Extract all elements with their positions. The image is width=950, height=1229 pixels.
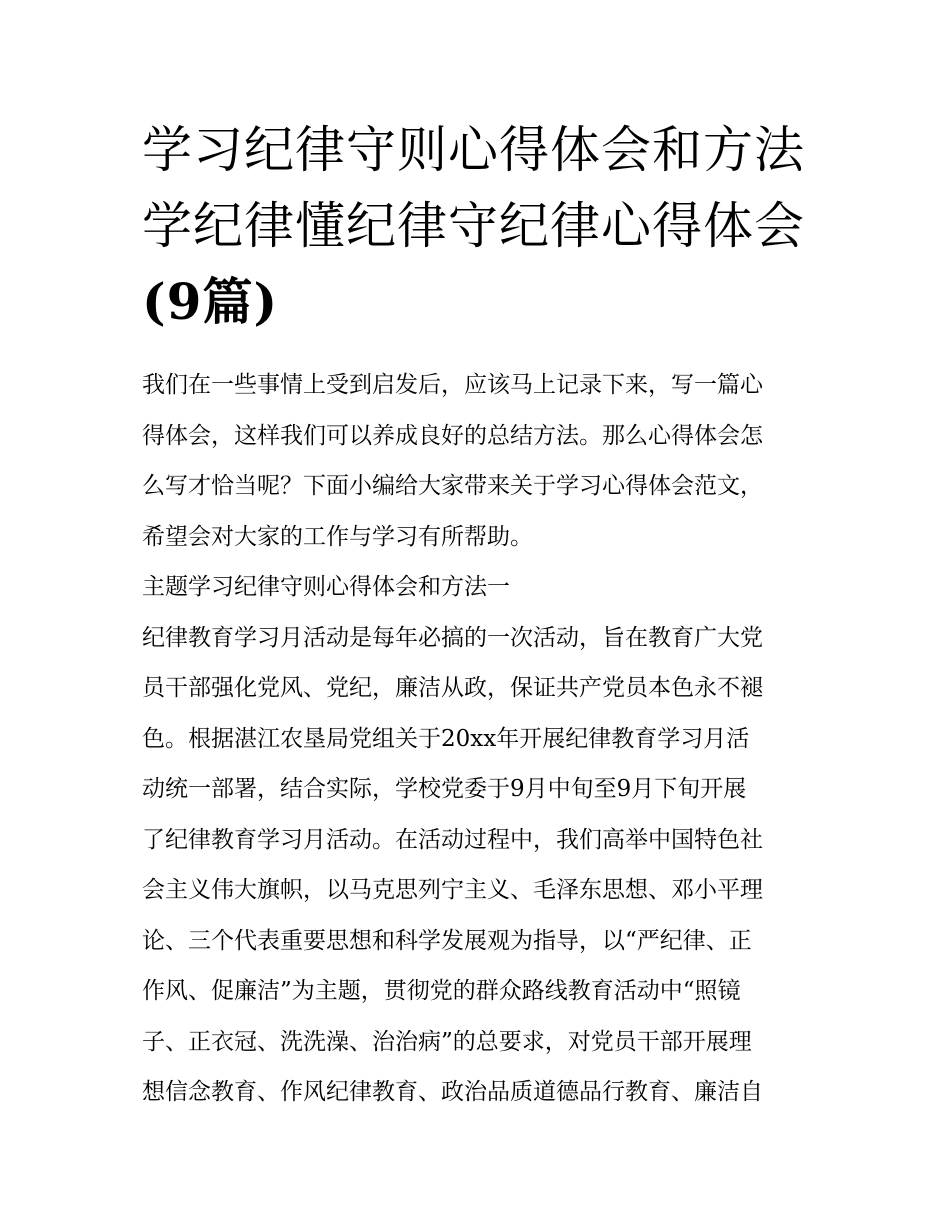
body-line: 员干部强化党风、党纪，廉洁从政，保证共产党员本色永不褪 <box>142 675 763 701</box>
body-line: 色。根据湛江农垦局党组关于20xx年开展纪律教育学习月活 <box>142 725 750 752</box>
body-line: 作风、促廉洁”为主题，贯彻党的群众路线教育活动中“照镜 <box>142 978 741 1004</box>
title-line-3: (9篇) <box>142 272 279 331</box>
body-line: 论、三个代表重要思想和科学发展观为指导，以“严纪律、正 <box>142 927 752 954</box>
section-heading <box>142 562 814 613</box>
intro-paragraph <box>142 360 814 562</box>
body-line: 子、正衣冠、洗洗澡、治治病”的总要求，对党员干部开展理 <box>142 1028 752 1055</box>
body-line: 纪律教育学习月活动是每年必搞的一次活动，旨在教育广大党 <box>142 624 763 651</box>
body-line: 了纪律教育学习月活动。在活动过程中，我们高举中国特色社 <box>142 826 763 853</box>
title-line-2: 学纪律懂纪律守纪律心得体会 <box>142 197 805 255</box>
body-line: 动统一部署，结合实际，学校党委于9月中旬至9月下旬开展 <box>142 776 747 802</box>
document-title <box>142 112 814 340</box>
body-paragraph <box>142 613 814 1118</box>
document-page <box>142 112 814 1118</box>
body-line: 想信念教育、作风纪律教育、政治品质道德品行教育、廉洁自 <box>142 1079 763 1105</box>
intro-line: 我们在一些事情上受到启发后，应该马上记录下来，写一篇心 <box>142 372 763 398</box>
intro-line: 么写才恰当呢？下面小编给大家带来关于学习心得体会范文， <box>142 473 763 499</box>
document-body <box>142 360 814 1118</box>
title-line-1: 学习纪律守则心得体会和方法 <box>142 121 805 179</box>
intro-line: 得体会，这样我们可以养成良好的总结方法。那么心得体会怎 <box>142 422 763 449</box>
section-heading-text: 主题学习纪律守则心得体会和方法一 <box>142 574 510 600</box>
body-line: 会主义伟大旗帜，以马克思列宁主义、毛泽东思想、邓小平理 <box>142 877 763 903</box>
intro-line: 希望会对大家的工作与学习有所帮助。 <box>142 523 533 550</box>
